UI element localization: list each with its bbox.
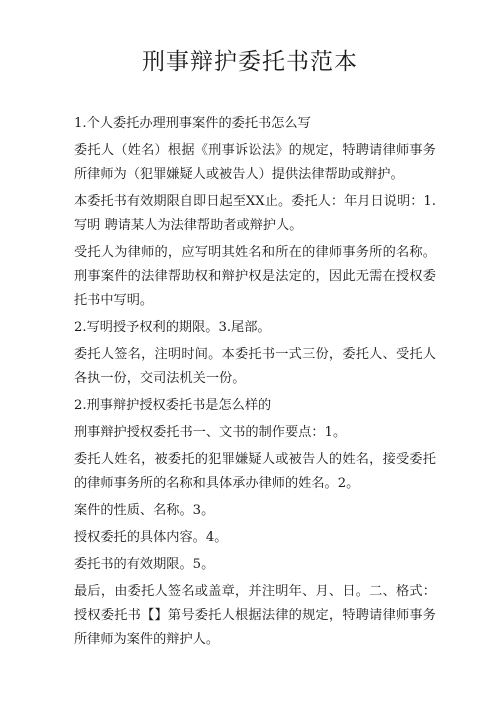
paragraph-6: 委托人签名，注明时间。本委托书一式三份，委托人、受托人各执一份，交司法机关一份。 <box>74 347 436 386</box>
document-body <box>74 112 436 655</box>
paragraph-10: 案件的性质、名称。3。 <box>74 503 215 518</box>
paragraph-5: 2.写明授予权利的期限。3.尾部。 <box>74 320 271 335</box>
paragraph-4: 受托人为律师的，应写明其姓名和所在的律师事务所的名称。刑事案件的法律帮助权和辩护权是法定的，因此无需在授权委托书中写明。 <box>74 245 436 308</box>
paragraph-7: 2.刑事辩护授权委托书是怎么样的 <box>74 398 272 413</box>
paragraph-3: 本委托书有效期限自即日起至XX止。委托人：年月日说明：1.写明 聘请某人为法律帮助者或辩护人。 <box>74 194 436 233</box>
paragraph-2: 委托人（姓名）根据《刑事诉讼法》的规定，特聘请律师事务所律师为（犯罪嫌疑人或被告人）提供法律帮助或辩护。 <box>74 143 436 182</box>
document-title: 刑事辩护委托书范本 <box>142 49 358 75</box>
paragraph-12: 委托书的有效期限。5。 <box>74 557 215 572</box>
paragraph-13: 最后，由委托人签名或盖章，并注明年、月、日。二、格式：授权委托书【】第号委托人根据法律的规定，特聘请律师事务所律师为案件的辩护人。 <box>74 584 436 647</box>
paragraph-11: 授权委托的具体内容。4。 <box>74 530 228 545</box>
paragraph-1: 1.个人委托办理刑事案件的委托书怎么写 <box>74 116 311 131</box>
paragraph-8: 刑事辩护授权委托书一、文书的制作要点：1。 <box>74 425 347 440</box>
paragraph-9: 委托人姓名，被委托的犯罪嫌疑人或被告人的姓名，接受委托的律师事务所的名称和具体承办律师的姓名。2。 <box>74 452 436 491</box>
